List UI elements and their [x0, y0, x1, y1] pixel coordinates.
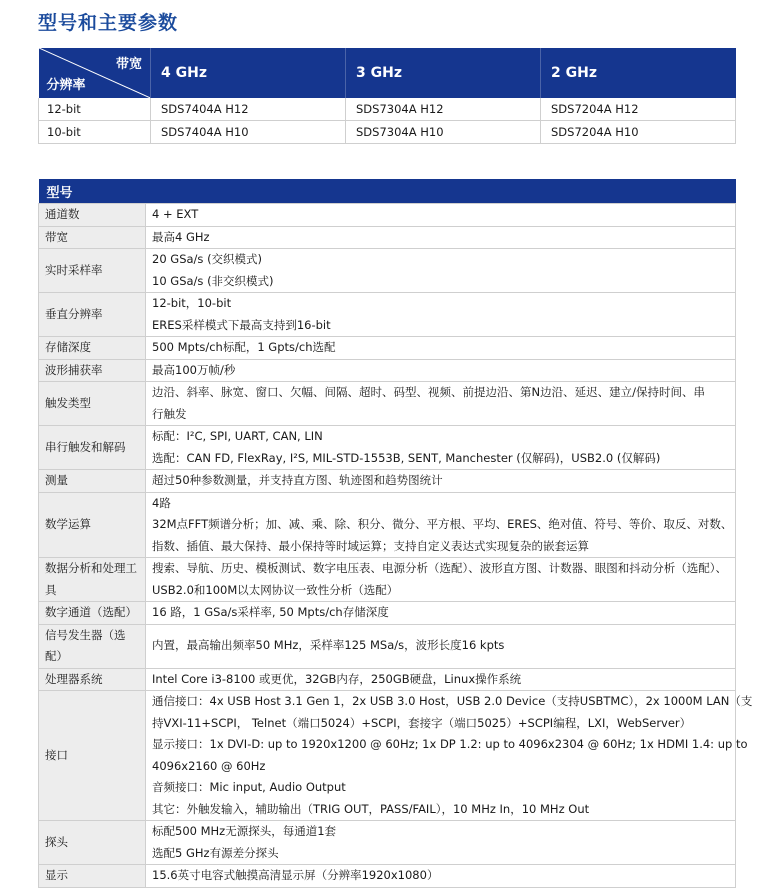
- spec-label: 测量: [39, 470, 146, 493]
- spec-table-header: [39, 179, 736, 204]
- spec-label: 处理器系统: [39, 668, 146, 691]
- spec-header-label: 型号: [39, 179, 736, 204]
- spec-value: [146, 426, 736, 470]
- spec-value-line: Intel Core i3-8100 或更优，32GB内存，250GB硬盘，Linux操作系统: [152, 671, 522, 686]
- spec-value: [146, 602, 736, 625]
- spec-row: [39, 668, 736, 691]
- model-cell: SDS7404A H10: [151, 121, 346, 144]
- spec-value-line: ERES采样模式下最高支持到16-bit: [152, 317, 331, 332]
- spec-row: [39, 337, 736, 360]
- spec-value: [146, 226, 736, 249]
- bandwidth-header: 4 GHz: [151, 48, 346, 98]
- spec-value: [146, 470, 736, 493]
- spec-value-line: 边沿、斜率、脉宽、窗口、欠幅、间隔、超时、码型、视频、前提边沿、第N边沿、延迟、建立/保持时间、串: [152, 385, 705, 399]
- spec-label: 实时采样率: [39, 249, 146, 293]
- spec-label: 触发类型: [39, 382, 146, 426]
- spec-row: [39, 558, 736, 602]
- spec-row: [39, 492, 736, 558]
- model-cell: SDS7304A H12: [346, 98, 541, 121]
- spec-value: [146, 865, 736, 888]
- model-table-header: [39, 48, 736, 98]
- spec-value-line: 行触发: [152, 406, 187, 421]
- spec-label: 波形捕获率: [39, 359, 146, 382]
- table-row: [39, 121, 736, 144]
- spec-value-line: 其它：外触发输入，辅助输出（TRIG OUT，PASS/FAIL），10 MHz In，10 MHz Out: [152, 801, 590, 816]
- model-cell: SDS7204A H10: [541, 121, 736, 144]
- resolution-cell: 12-bit: [39, 98, 151, 121]
- spec-value-line: 4路: [152, 495, 171, 510]
- spec-value-line: 通信接口：4x USB Host 3.1 Gen 1，2x USB 3.0 Host，USB 2.0 Device（支持USBTMC），2x 1000M LAN（支: [152, 694, 753, 708]
- spec-value-line: 指数、插值、最大保持、最小保持等时域运算；支持自定义表达式实现复杂的嵌套运算: [152, 538, 589, 553]
- model-cell: SDS7404A H12: [151, 98, 346, 121]
- spec-value-line: 最高100万帧/秒: [152, 362, 236, 377]
- spec-value: [146, 293, 736, 337]
- spec-table: [38, 179, 753, 888]
- spec-value-line: 15.6英寸电容式触摸高清显示屏（分辨率1920x1080）: [152, 868, 439, 882]
- spec-row: [39, 821, 736, 865]
- spec-value: [146, 558, 736, 602]
- spec-label: 接口: [39, 691, 146, 821]
- spec-value: [146, 668, 736, 691]
- spec-row: [39, 624, 736, 668]
- bandwidth-header: 3 GHz: [346, 48, 541, 98]
- spec-value: [146, 821, 736, 865]
- spec-value-line: 超过50种参数测量，并支持直方图、轨迹图和趋势图统计: [152, 473, 443, 487]
- spec-value-line: 持VXI-11+SCPI， Telnet（端口5024）+SCPI，套接字（端口5025）+SCPI编程，LXI，WebServer）: [152, 715, 692, 730]
- spec-row: [39, 293, 736, 337]
- spec-value-line: 10 GSa/s (非交织模式): [152, 273, 274, 288]
- spec-row: [39, 226, 736, 249]
- spec-label: 存储深度: [39, 337, 146, 360]
- spec-row: [39, 382, 736, 426]
- spec-label: 探头: [39, 821, 146, 865]
- corner-resolution-label: 分辨率: [46, 78, 86, 93]
- spec-value: [146, 337, 736, 360]
- spec-label: 信号发生器（选配）: [39, 624, 146, 668]
- model-cell: SDS7304A H10: [346, 121, 541, 144]
- corner-cell: [39, 48, 151, 98]
- spec-value: [146, 624, 736, 668]
- table-row: [39, 98, 736, 121]
- spec-row: [39, 249, 736, 293]
- spec-value-line: 4096x2160 @ 60Hz: [152, 758, 266, 773]
- spec-value: [146, 204, 736, 227]
- spec-value-line: 16 路，1 GSa/s采样率, 50 Mpts/ch存储深度: [152, 605, 389, 619]
- spec-value-line: 内置，最高输出频率50 MHz，采样率125 MSa/s，波形长度16 kpts: [152, 638, 505, 653]
- spec-value: [146, 382, 736, 426]
- spec-row: [39, 204, 736, 227]
- spec-row: [39, 865, 736, 888]
- spec-value-line: 500 Mpts/ch标配，1 Gpts/ch选配: [152, 340, 336, 354]
- spec-value-line: 选配：CAN FD, FlexRay, I²S, MIL-STD-1553B, SENT, Manchester (仅解码)，USB2.0 (仅解码): [152, 450, 661, 465]
- bandwidth-header: 2 GHz: [541, 48, 736, 98]
- spec-value: [146, 691, 753, 821]
- spec-label: 数学运算: [39, 492, 146, 558]
- spec-value-line: 4 + EXT: [152, 207, 199, 221]
- spec-value: [146, 249, 736, 293]
- corner-bandwidth-label: 带宽: [115, 57, 142, 72]
- spec-label: 串行触发和解码: [39, 426, 146, 470]
- spec-value-line: 最高4 GHz: [152, 229, 210, 244]
- spec-value-line: 标配：I²C, SPI, UART, CAN, LIN: [152, 429, 323, 443]
- spec-label: 带宽: [39, 226, 146, 249]
- spec-label: 垂直分辨率: [39, 293, 146, 337]
- spec-label: 数据分析和处理工具: [39, 558, 146, 602]
- model-cell: SDS7204A H12: [541, 98, 736, 121]
- spec-value-line: 选配5 GHz有源差分探头: [152, 845, 279, 860]
- page-title: 型号和主要参数: [38, 12, 179, 34]
- spec-value-line: 搜索、导航、历史、模板测试、数字电压表、电源分析（选配）、波形直方图、计数器、眼图和抖动分析（选配）、: [152, 561, 727, 575]
- spec-value-line: 32M点FFT频谱分析；加、减、乘、除、积分、微分、平方根、平均、ERES、绝对值、符号、等价、取反、对数、: [152, 517, 733, 531]
- spec-value-line: 12-bit，10-bit: [152, 296, 232, 310]
- spec-row: [39, 359, 736, 382]
- spec-value: [146, 359, 736, 382]
- spec-value-line: 音频接口：Mic input, Audio Output: [152, 780, 346, 794]
- spec-table-body: [39, 204, 753, 888]
- resolution-cell: 10-bit: [39, 121, 151, 144]
- spec-value-line: 显示接口：1x DVI-D: up to 1920x1200 @ 60Hz; 1x DP 1.2: up to 4096x2304 @ 60Hz; 1x HDMI 1.4: up to: [152, 737, 748, 751]
- spec-label: 通道数: [39, 204, 146, 227]
- spec-label: 数字通道（选配）: [39, 602, 146, 625]
- spec-row: [39, 470, 736, 493]
- spec-value: [146, 492, 736, 558]
- spec-row: [39, 691, 736, 821]
- spec-value-line: 20 GSa/s (交织模式): [152, 252, 263, 266]
- spec-label: 显示: [39, 865, 146, 888]
- spec-row: [39, 602, 736, 625]
- spec-value-line: USB2.0和100M以太网协议一致性分析（选配）: [152, 582, 399, 597]
- spec-row: [39, 426, 736, 470]
- spec-value-line: 标配500 MHz无源探头，每通道1套: [152, 824, 337, 838]
- model-table: [38, 48, 736, 144]
